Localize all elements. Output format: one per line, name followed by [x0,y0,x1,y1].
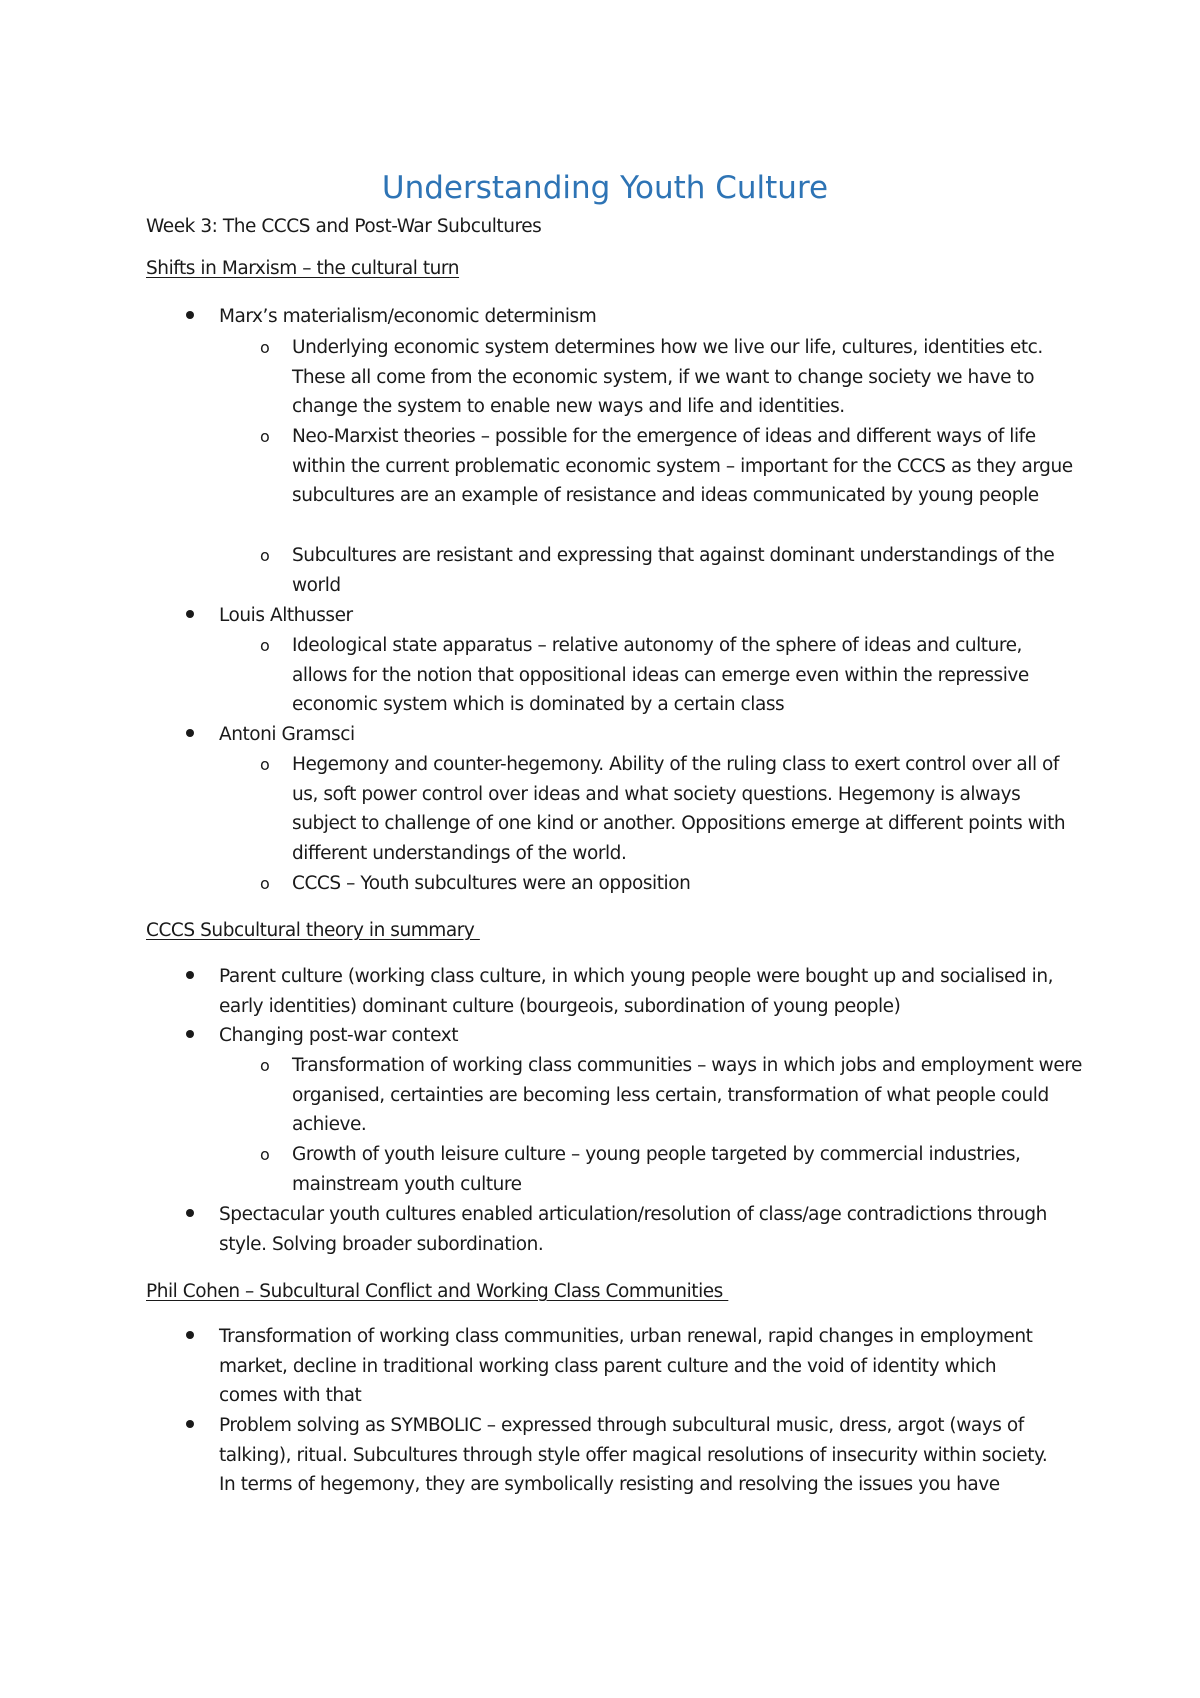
list-item: Antoni Gramsci [219,724,355,745]
section-heading-cccs-summary: CCCS Subcultural theory in summary [146,920,480,941]
bullet-icon [186,311,194,319]
sub-list-item: CCCS – Youth subcultures were an opposition [292,873,691,894]
bullet-icon [186,1030,194,1038]
circle-bullet-icon: o [260,755,270,774]
bullet-icon [186,1209,194,1217]
bullet-icon [186,971,194,979]
circle-bullet-icon: o [260,1145,270,1164]
bullet-icon [186,729,194,737]
sub-list-item: Hegemony and counter-hegemony. Ability of the ruling class to exert control over all of us, soft power control over ideas and what society questions. Hegemony is always subject to challenge of one kind or another. Oppositions emerge at different points with different understandings of the world. [292,754,1066,864]
bullet-icon [186,1331,194,1339]
circle-bullet-icon: o [260,546,270,565]
list-item: Louis Althusser [219,605,353,626]
circle-bullet-icon: o [260,338,270,357]
week-subtitle: Week 3: The CCCS and Post-War Subcultures [146,216,542,237]
circle-bullet-icon: o [260,427,270,446]
sub-list-item: Ideological state apparatus – relative autonomy of the sphere of ideas and culture, allows for the notion that oppositional ideas can emerge even within the repressive economic system which is dominated by a certain class [292,635,1029,716]
circle-bullet-icon: o [260,874,270,893]
sub-list-item: Subcultures are resistant and expressing that against dominant understandings of the world [292,545,1055,596]
list-item: Transformation of working class communities, urban renewal, rapid changes in employment market, decline in traditional working class parent culture and the void of identity which comes with that [219,1326,1033,1407]
list-item: Changing post-war context [219,1025,458,1046]
sub-list-item: Transformation of working class communities – ways in which jobs and employment were organised, certainties are becoming less certain, transformation of what people could achieve. [292,1055,1082,1136]
section-heading-phil-cohen: Phil Cohen – Subcultural Conflict and Working Class Communities [146,1281,729,1302]
sub-list-item: Underlying economic system determines how we live our life, cultures, identities etc. These all come from the economic system, if we want to change society we have to change the system to enable new ways and life and identities. [292,337,1043,418]
bullet-icon [186,610,194,618]
circle-bullet-icon: o [260,636,270,655]
sub-list-item: Growth of youth leisure culture – young people targeted by commercial industries, mainstream youth culture [292,1144,1021,1195]
list-item: Spectacular youth cultures enabled articulation/resolution of class/age contradictions through style. Solving broader subordination. [219,1204,1047,1255]
section-heading-marxism: Shifts in Marxism – the cultural turn [146,258,460,279]
list-item: Parent culture (working class culture, in which young people were bought up and socialised in, early identities) dominant culture (bourgeois, subordination of young people) [219,966,1054,1017]
document-title: Understanding Youth Culture [381,170,829,206]
bullet-icon [186,1420,194,1428]
circle-bullet-icon: o [260,1056,270,1075]
list-item: Marx’s materialism/economic determinism [219,306,597,327]
sub-list-item: Neo-Marxist theories – possible for the emergence of ideas and different ways of life within the current problematic economic system – important for the CCCS as they argue subcultures are an example of resistance and ideas communicated by young people [292,426,1073,507]
list-item: Problem solving as SYMBOLIC – expressed through subcultural music, dress, argot (ways of talking), ritual. Subcultures through style offer magical resolutions of insecurity within society. In terms of hegemony, they are symbolically resisting and resolving the issues you have [219,1415,1048,1496]
